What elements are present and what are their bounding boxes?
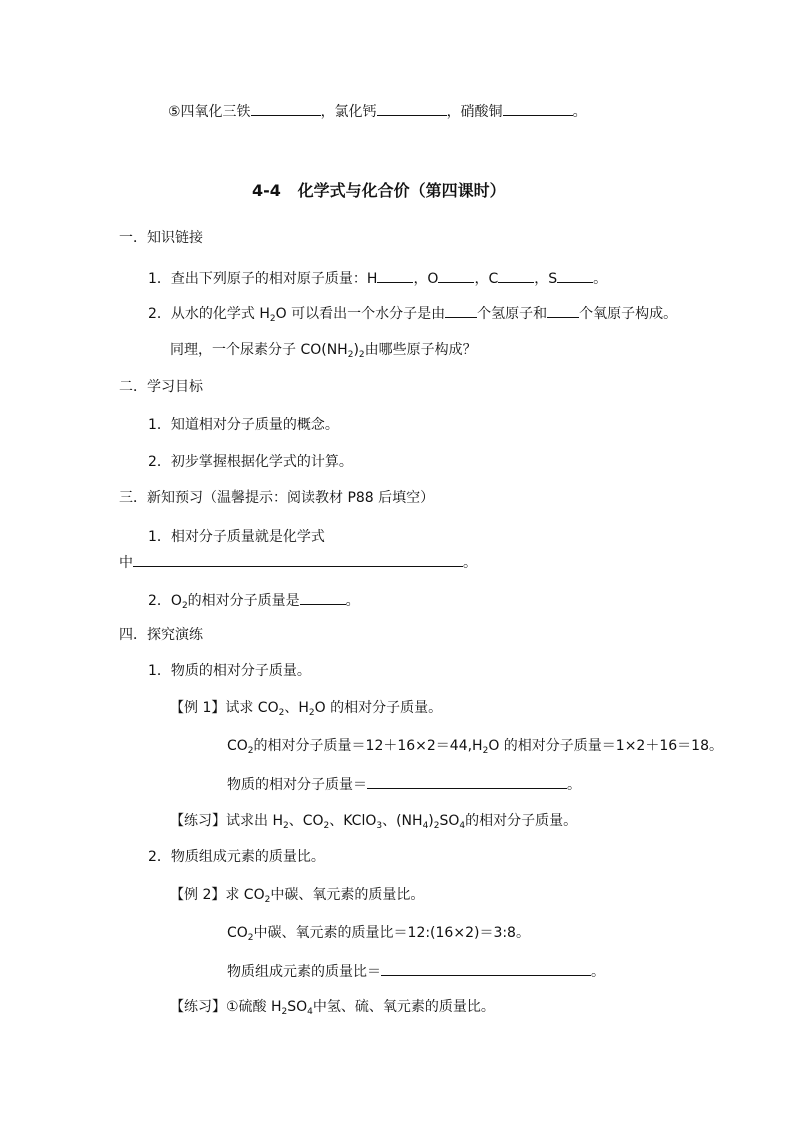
solution-text: 的相对分子质量＝12＋16×2＝44,H: [253, 738, 483, 754]
compound-names-line: [168, 101, 587, 121]
solution-text: CO: [227, 925, 248, 941]
title-text: 化学式与化合价（第四课时）: [297, 181, 506, 200]
preview-text: 2．O: [148, 593, 182, 609]
fill-blank[interactable]: [251, 101, 321, 116]
preview-text: 中: [119, 555, 133, 571]
question-3: [170, 341, 477, 359]
question-text: ，S: [534, 271, 558, 287]
practice-label: 【练习】: [170, 999, 226, 1015]
subscript: 2: [281, 1007, 288, 1017]
solution-text: CO: [227, 738, 248, 754]
question-text: 个氧原子构成。: [579, 306, 678, 322]
question-text: ): [353, 342, 359, 358]
question-1: [148, 268, 607, 288]
practice-text: ): [428, 813, 434, 829]
fill-blank[interactable]: [377, 268, 413, 283]
subscript: 4: [459, 821, 466, 831]
goal-1: 1．知道相对分子质量的概念。: [148, 417, 339, 433]
subscript: 2: [358, 350, 365, 360]
fill-blank[interactable]: [133, 552, 463, 567]
fill-blank[interactable]: [438, 268, 474, 283]
title-number: 4-4: [252, 181, 281, 200]
practice-text: 的相对分子质量。: [465, 813, 578, 829]
question-text: ，C: [474, 271, 499, 287]
practice-2: [170, 998, 495, 1016]
subscript: 2: [247, 933, 254, 943]
section-heading-1: 一．知识链接: [119, 230, 203, 246]
line-text: ⑤四氧化三铁: [168, 104, 251, 120]
section-heading-3: 三．新知预习（温馨提示：阅读教材 P88 后填空）: [119, 490, 435, 506]
practice-text: 试求出 H: [226, 813, 283, 829]
fill-blank[interactable]: [557, 268, 593, 283]
example-text: 、H: [284, 700, 309, 716]
topic-1: 1．物质的相对分子质量。: [148, 663, 311, 679]
subscript: 2: [323, 821, 330, 831]
practice-text: SO: [439, 813, 460, 829]
section-heading-2: 二．学习目标: [119, 379, 203, 395]
practice-label: 【练习】: [170, 813, 226, 829]
question-text: ，O: [413, 271, 439, 287]
line-text: ，氯化钙: [320, 104, 377, 120]
question-text: 2．从水的化学式 H: [148, 306, 270, 322]
preview-text: 。: [463, 555, 477, 571]
practice-text: 、KClO: [329, 813, 377, 829]
preview-text: 。: [345, 593, 360, 609]
fill-blank[interactable]: [300, 590, 346, 605]
example-text: 中碳、氧元素的质量比。: [270, 887, 425, 903]
question-text: 同理，一个尿素分子 CO(NH: [170, 342, 348, 358]
goal-2: 2．初步掌握根据化学式的计算。: [148, 454, 353, 470]
fill-blank[interactable]: [381, 961, 591, 976]
section-heading-4: 四．探究演练: [119, 627, 203, 643]
practice-text: 、CO: [288, 813, 324, 829]
subscript: 2: [278, 708, 285, 718]
subscript: 2: [433, 821, 440, 831]
example-text: 试求 CO: [225, 700, 279, 716]
fill-blank[interactable]: [498, 268, 534, 283]
preview-text: 的相对分子质量是: [187, 593, 300, 609]
preview-1: 1．相对分子质量就是化学式: [148, 529, 325, 545]
rule-text: 物质组成元素的质量比＝: [227, 964, 381, 980]
rule-2: [227, 961, 605, 981]
solution-text: 中碳、氧元素的质量比＝12:(16×2)＝3:8。: [253, 925, 530, 941]
rule-1: [227, 774, 581, 794]
question-text: 由哪些原子构成？: [364, 342, 477, 358]
subscript: 2: [181, 601, 188, 611]
subscript: 2: [247, 746, 254, 756]
rule-text: 物质的相对分子质量＝: [227, 777, 367, 793]
fill-blank[interactable]: [445, 303, 477, 318]
practice-text: ①硫酸 H: [226, 999, 282, 1015]
question-text: 。: [593, 271, 608, 287]
question-text: 个氢原子和: [477, 306, 548, 322]
topic-2: 2．物质组成元素的质量比。: [148, 849, 325, 865]
subscript: 4: [307, 1007, 313, 1017]
subscript: 2: [308, 708, 315, 718]
fill-blank[interactable]: [367, 774, 567, 789]
example-label: 【例 2】: [170, 887, 226, 903]
question-2: [148, 303, 677, 323]
practice-text: SO: [287, 999, 308, 1015]
question-text: O 可以看出一个水分子是由: [275, 306, 446, 322]
example-text: O 的相对分子质量。: [314, 700, 443, 716]
subscript: 2: [269, 314, 276, 324]
question-text: 1．查出下列原子的相对原子质量：H: [148, 271, 378, 287]
subscript: 3: [376, 821, 383, 831]
fill-blank[interactable]: [547, 303, 579, 318]
page-title: [252, 182, 506, 200]
fill-blank[interactable]: [503, 101, 573, 116]
example-text: 求 CO: [225, 887, 265, 903]
practice-1: [170, 812, 577, 830]
solution-2: [227, 924, 530, 942]
subscript: 2: [264, 895, 271, 905]
preview-2: [148, 590, 360, 610]
subscript: 4: [422, 821, 429, 831]
subscript: 2: [282, 821, 289, 831]
solution-1: [227, 737, 723, 755]
rule-text: 。: [591, 964, 605, 980]
subscript: 2: [347, 350, 354, 360]
practice-text: 、(NH: [382, 813, 423, 829]
example-2: [170, 886, 424, 904]
fill-blank[interactable]: [377, 101, 447, 116]
example-1: [170, 699, 442, 717]
practice-text: 中氢、硫、氧元素的质量比。: [312, 999, 495, 1015]
solution-text: O 的相对分子质量＝1×2＋16＝18。: [488, 738, 723, 754]
line-text: 。: [572, 104, 587, 120]
subscript: 2: [482, 746, 489, 756]
rule-text: 。: [567, 777, 581, 793]
example-label: 【例 1】: [170, 700, 226, 716]
preview-1-continued: [119, 552, 477, 572]
line-text: ，硝酸铜: [446, 104, 503, 120]
